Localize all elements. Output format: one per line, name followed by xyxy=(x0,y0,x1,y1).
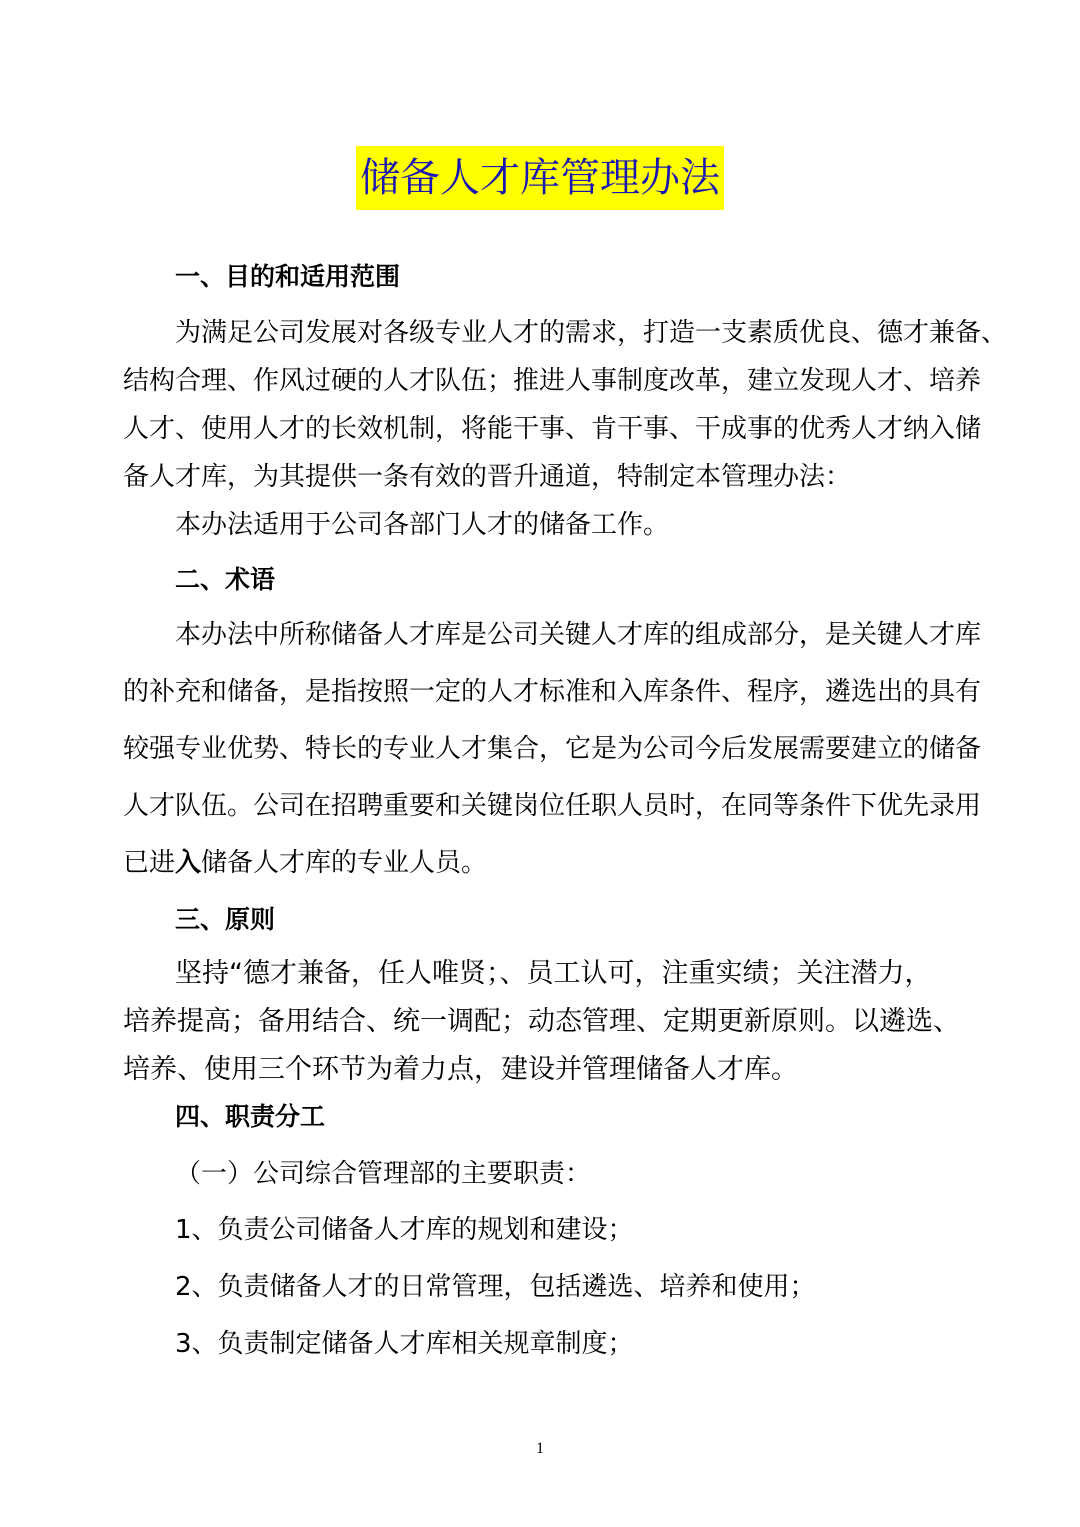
paragraph-line: （一）公司综合管理部的主要职责： xyxy=(175,1159,592,1189)
paragraph-line: 的补充和储备，是指按照一定的人才标准和入库条件、程序，遴选出的具有 xyxy=(123,677,982,707)
text-run: 已进 xyxy=(123,848,176,878)
paragraph-line: 坚持“德才兼备，任人唯贤；、员工认可，注重实绩；关注潜力， xyxy=(175,958,932,989)
paragraph-line: 培养提高；备用结合、统一调配；动态管理、定期更新原则。以遴选、 xyxy=(123,1006,960,1037)
section-heading-4: 四、职责分工 xyxy=(175,1102,326,1131)
paragraph-line: 本办法中所称储备人才库是公司关键人才库的组成部分，是关键人才库 xyxy=(175,620,982,650)
paragraph-line: 较强专业优势、特长的专业人才集合，它是为公司今后发展需要建立的储备 xyxy=(123,734,982,764)
paragraph-line: 本办法适用于公司各部门人才的储备工作。 xyxy=(175,510,670,540)
text-run-bold: 入 xyxy=(175,848,202,878)
list-item: 3、负责制定储备人才库相关规章制度； xyxy=(175,1329,634,1359)
paragraph-line: 人才队伍。公司在招聘重要和关键岗位任职人员时，在同等条件下优先录用 xyxy=(123,791,982,821)
section-heading-1: 一、目的和适用范围 xyxy=(175,262,401,291)
document-title: 储备人才库管理办法 xyxy=(356,146,724,210)
paragraph-line: 结构合理、作风过硬的人才队伍；推进人事制度改革，建立发现人才、培养 xyxy=(123,366,982,396)
paragraph-line: 为满足公司发展对各级专业人才的需求，打造一支素质优良、德才兼备、 xyxy=(175,318,1008,348)
list-item: 1、负责公司储备人才库的规划和建设； xyxy=(175,1215,634,1245)
page-number: 1 xyxy=(536,1440,544,1457)
section-heading-2: 二、术语 xyxy=(175,565,276,594)
text-run: 储备人才库的专业人员。 xyxy=(201,848,488,878)
paragraph-line-last xyxy=(123,844,487,882)
paragraph-line: 人才、使用人才的长效机制，将能干事、肯干事、干成事的优秀人才纳入储 xyxy=(123,414,982,444)
paragraph-line: 备人才库，为其提供一条有效的晋升通道，特制定本管理办法： xyxy=(123,462,852,492)
paragraph-line: 培养、使用三个环节为着力点，建设并管理储备人才库。 xyxy=(123,1054,798,1085)
title-container xyxy=(0,146,1080,210)
section-heading-3: 三、原则 xyxy=(175,905,276,934)
list-item: 2、负责储备人才的日常管理，包括遴选、培养和使用； xyxy=(175,1272,816,1302)
